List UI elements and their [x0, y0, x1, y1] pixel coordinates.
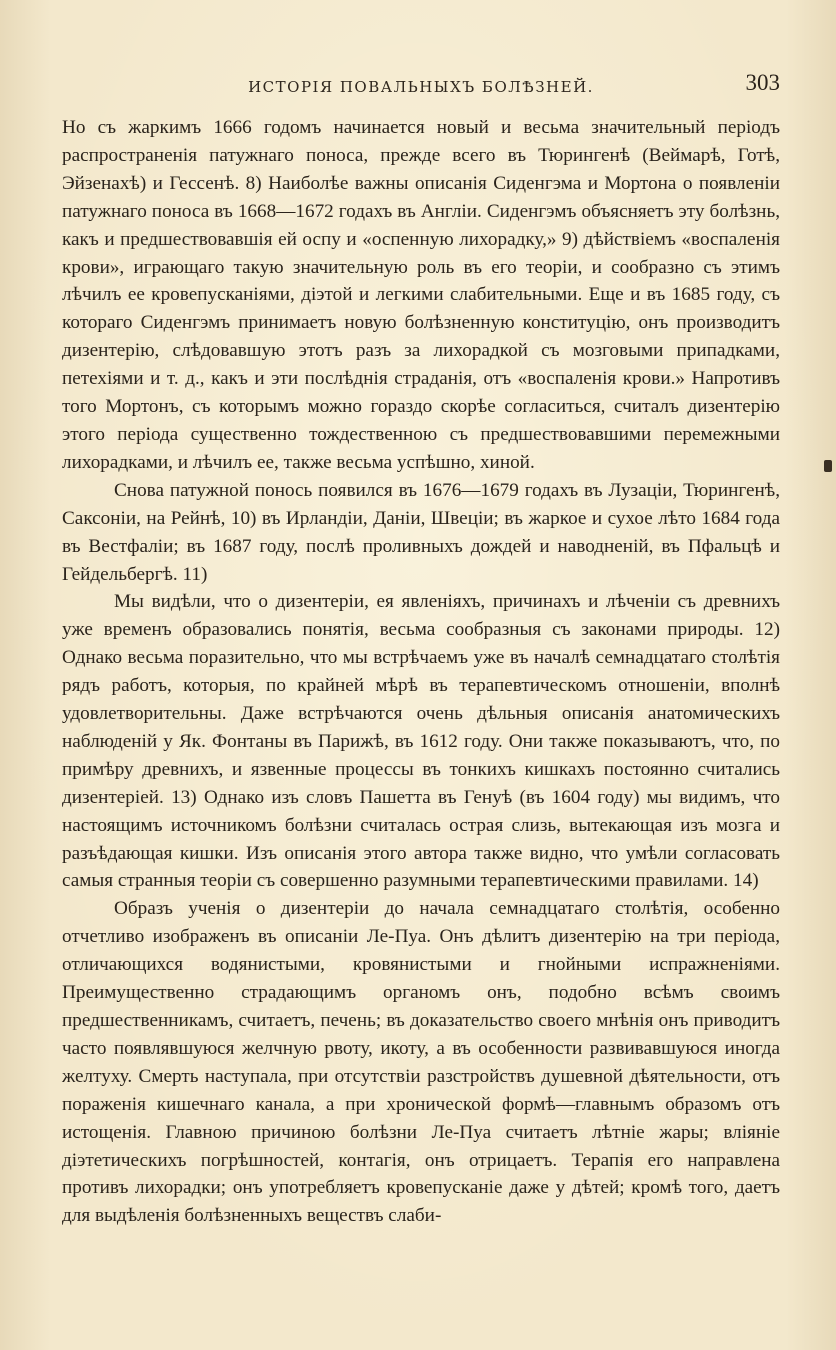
paragraph-4: Образъ ученія о дизентеріи до начала семнадцатаго столѣтія, особенно отчетливо изображенъ въ описаніи Ле-Пуа. Онъ дѣлитъ дизентерію на три періода, отличающихся водянистыми, кровянистыми и гнойными испражненіями. Преимущественно страдающимъ органомъ онъ, подобно всѣмъ своимъ предшественникамъ, считаетъ, печень; въ доказательство своего мнѣнія онъ приводитъ часто появлявшуюся желчную рвоту, икоту, а въ особенности развивавшуюся иногда желтуху. Смерть наступала, при отсутствіи разстройствъ душевной дѣятельности, отъ пораженія кишечнаго канала, а при хронической формѣ—главнымъ образомъ отъ истощенія. Главною причиною болѣзни Ле-Пуа считаетъ лѣтніе жары; вліяніе діэтетическихъ погрѣшностей, контагія, онъ отрицаетъ. Терапія его направлена противъ лихорадки; онъ употребляетъ кровепусканіе даже у дѣтей; кромѣ того, даетъ для выдѣленія болѣзненныхъ веществъ слаби- [62, 898, 780, 1227]
paragraph-3: Мы видѣли, что о дизентеріи, ея явленіяхъ, причинахъ и лѣченіи съ древнихъ уже временъ образовались понятія, весьма сообразныя съ законами природы. 12) Однако весьма поразительно, что мы встрѣчаемъ уже въ началѣ семнадцатаго столѣтія рядъ работъ, которыя, по крайней мѣрѣ въ терапевтическомъ отношеніи, вполнѣ удовлетворительны. Даже встрѣчаются очень дѣльныя описанія анатомическихъ наблюденій у Як. Фонтаны въ Парижѣ, въ 1612 году. Они также показываютъ, что, по примѣру древнихъ, и язвенные процессы въ тонкихъ кишкахъ постоянно считались дизентеріей. 13) Однако изъ словъ Пашетта въ Генуѣ (въ 1604 году) мы видимъ, что настоящимъ источникомъ болѣзни считалась острая слизь, вытекающая изъ мозга и разъѣдающая кишки. Изъ описанія этого автора также видно, что умѣли согласовать самыя странныя теоріи съ совершенно разумными терапевтическими правилами. 14) [62, 591, 780, 892]
running-head: ИСТОРІЯ ПОВАЛЬНЫХЪ БОЛѢЗНЕЙ. [248, 78, 594, 96]
paragraph-1: Но съ жаркимъ 1666 годомъ начинается новый и весьма значительный періодъ распространенія патужнаго поноса, прежде всего въ Тюрингенѣ (Веймарѣ, Готѣ, Эйзенахѣ) и Гессенѣ. 8) Наиболѣе важны описанія Сиденгэма и Мортона о появленіи патужнаго поноса въ 1668—1672 годахъ въ Англіи. Сиденгэмъ объясняетъ эту болѣзнь, какъ и предшествовавшія ей оспу и «оспенную лихорадку,» 9) дѣйствіемъ «воспаленія крови», играющаго такую значительную роль въ его теоріи, и сообразно съ этимъ лѣчилъ ее кровепусканіями, діэтой и легкими слабительными. Еще и въ 1685 году, съ котораго Сиденгэмъ принимаетъ новую болѣзненную конституцію, онъ производитъ дизентерію, слѣдовавшую этотъ разъ за лихорадкой съ мозговыми припадками, петехіями и т. д., какъ и эти послѣднія страданія, отъ «воспаленія крови.» Напротивъ того Мортонъ, съ которымъ можно гораздо скорѣе согласиться, считалъ дизентерію этого періода существенно тождественною съ предшествовавшими перемежными лихорадками, и лѣчилъ ее, также весьма успѣшно, хиной. [62, 117, 780, 473]
scan-artifact-mark [824, 460, 832, 472]
page-number: 303 [745, 70, 780, 95]
body-text [62, 114, 780, 1230]
page-header [62, 70, 780, 102]
paragraph-2: Снова патужной понось появился въ 1676—1679 годахъ въ Лузаціи, Тюрингенѣ, Саксоніи, на Рейнѣ, 10) въ Ирландіи, Даніи, Швеціи; въ жаркое и сухое лѣто 1684 года въ Вестфаліи; въ 1687 году, послѣ проливныхъ дождей и наводненій, въ Пфальцѣ и Гейдельбергѣ. 11) [62, 479, 780, 585]
